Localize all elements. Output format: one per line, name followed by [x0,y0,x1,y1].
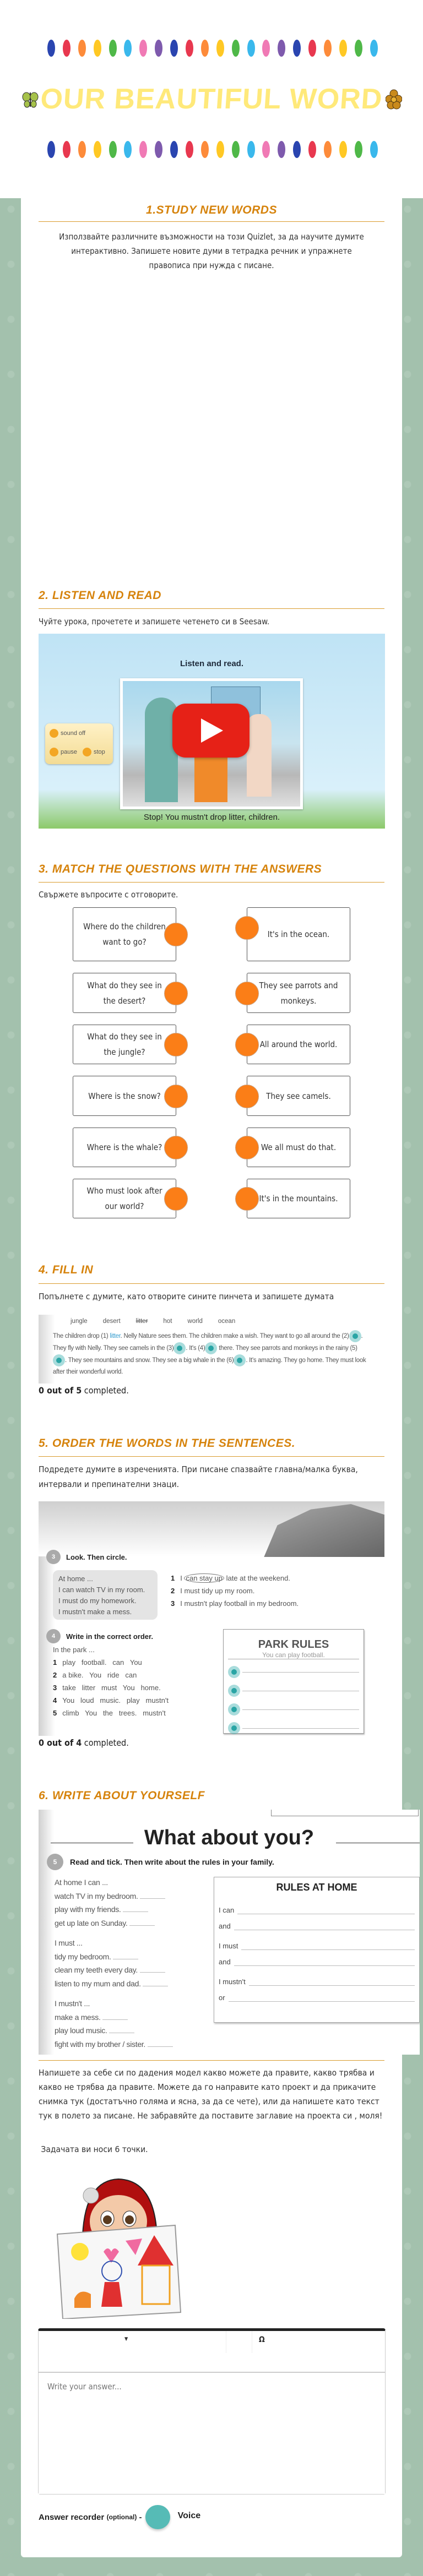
section-5-heading: 5. ORDER THE WORDS IN THE SENTENCES. [39,1437,296,1450]
speaker-icon [50,729,58,738]
divider [39,221,384,222]
flower-icon [386,88,402,110]
decorative-dot [324,40,332,57]
answer-connector-dot[interactable] [235,982,259,1005]
video-title: Listen and read. [180,659,244,668]
tick-group [55,1936,173,1990]
decorative-dot [216,40,224,57]
answer-text: All around the world. [259,1039,338,1049]
question-box [73,1025,176,1064]
recorder-optional: (optional) [106,2513,137,2521]
completion-status [39,1385,129,1396]
chevron-down-icon: ▼ [124,2337,128,2342]
answer-box [247,907,350,961]
decorative-dot [370,141,378,158]
decorative-dot [63,141,70,158]
section-1-heading: 1.STUDY NEW WORDS [146,204,277,216]
scrambled-sentence [53,1669,169,1681]
park-rule-answer-line [228,1700,359,1719]
play-button[interactable] [172,704,250,758]
rule-line-label: and [219,1958,231,1966]
fill-in-exercise [39,1315,384,1384]
sound-off-button[interactable] [50,729,85,738]
decorative-dot [124,40,132,57]
pause-button[interactable] [50,748,77,756]
decorative-dot [139,40,147,57]
decorative-dot [278,40,285,57]
word-bank-item: ocean [218,1318,236,1325]
tick-item [55,2024,173,2038]
decorative-dot [124,141,132,158]
answer-line [242,1709,359,1710]
rule-blank[interactable] [241,1949,415,1950]
completed-suffix: completed. [82,1385,129,1396]
rule-line-label: or [219,1994,225,2002]
question-connector-dot[interactable] [164,982,188,1005]
passage-text: there. They see parrots and monkeys in the rainy (5) [217,1345,357,1352]
decorative-dot [94,141,101,158]
circle-sentence [171,1597,299,1610]
rule-line [219,1894,415,1914]
decorative-dot [247,40,255,57]
decorative-dot [186,141,193,158]
answer-pin[interactable] [228,1666,240,1678]
scrambled-sentence [53,1656,169,1669]
answer-text: They see parrots and monkeys. [259,980,338,1006]
passage-text: . They fly with Nelly. They see camels in the (3) [53,1333,363,1352]
passage-text: . Nelly Nature sees them. The children make a wish. They want to go all around the (2) [120,1333,349,1340]
question-box [73,973,176,1013]
decorative-dot [262,141,270,158]
recorder-label: Answer recorder [39,2512,105,2522]
rule-blank[interactable] [249,1985,415,1986]
tick-item [55,1916,173,1930]
what-about-you-worksheet [39,1810,420,2055]
word-bank-item: desert [102,1318,121,1325]
item-number: 1 [53,1658,57,1666]
answer-pin-4[interactable] [205,1342,217,1354]
decorative-dot [308,141,316,158]
pause-label: pause [61,749,77,755]
decorative-dot [278,141,285,158]
answer-box [247,973,350,1013]
rule-line [219,1986,415,2002]
tick-blank[interactable] [140,1898,165,1899]
item-number: 3 [53,1684,57,1692]
stop-icon [83,748,91,756]
decorative-dot [186,40,193,57]
exercise-instruction: Read and tick. Then write about the rules in your family. [70,1858,274,1866]
decorative-dot [308,40,316,57]
section-6-text: Напишете за себе си по дадения модел какво можете да правите, какво трябва и какво не трябва да правите. Можете да го направите като проект и да прикачите снимка тук (достатъчно голяма и ясна, за да се чете), или да напишете като текст тук в полето за писане. Не забравяйте да поставите заглавие на проекта си , моля! [39,2068,383,2121]
question-box [73,907,176,961]
scrambled-words: You loud music. play mustn't [62,1696,169,1704]
tick-list [55,1876,173,2055]
item-number: 2 [53,1671,57,1679]
answer-connector-dot[interactable] [235,1187,259,1211]
rule-line-label: I can [219,1906,235,1914]
decorative-dot [109,141,117,158]
answer-line [242,1728,359,1729]
answer-text: It's in the mountains. [259,1194,338,1203]
rules-lines [214,1893,419,2003]
divider [39,882,384,883]
word-bank-item: jungle [70,1318,88,1325]
divider [39,1456,384,1457]
fill-in-passage [53,1330,367,1377]
exercise-intro: In the park ... [53,1646,95,1654]
tick-item [55,1963,173,1977]
question-text: Who must look after our world? [86,1186,162,1211]
rule-line [219,1914,415,1930]
decorative-dot [78,141,86,158]
word-order-list [53,1656,169,1719]
stop-button[interactable] [83,748,105,756]
header [0,0,423,198]
question-box [73,1076,176,1116]
park-rules-sign [223,1629,364,1734]
completed-count: 0 out of 5 [39,1385,82,1396]
pause-icon [50,748,58,756]
rules-title: RULES AT HOME [276,1882,357,1893]
section-5-text: Подредете думите в изреченията. При писане спазвайте главна/малка буква, интервали и препинателни знаци. [39,1464,358,1489]
passage-text: . They see mountains and snow. They see a big whale in the (6) [65,1357,234,1364]
video-caption: Stop! You mustn't drop litter, children. [143,813,280,822]
scrambled-sentence [53,1707,169,1719]
question-text: Where do the children want to go? [83,922,166,947]
item-number: 1 [171,1574,175,1582]
answer-pin-5[interactable] [53,1354,65,1366]
tick-group-heading: I must ... [55,1938,83,1947]
audio-controls [45,723,113,764]
item-number: 3 [171,1599,175,1608]
tick-item-text: tidy my bedroom. [55,1952,113,1961]
tick-item [55,1903,173,1916]
points-text: Задачата ви носи 6 точки. [39,2144,148,2154]
rules-at-home-box [214,1877,420,2023]
answer-textarea[interactable] [39,2374,385,2494]
exercise-title: Write in the correct order. [66,1632,153,1641]
decorative-dot [232,40,240,57]
park-rule-answer-line [228,1719,359,1736]
scrambled-words: take litter must You home. [62,1684,161,1692]
decorative-dot [201,40,209,57]
answer-pin-3[interactable] [173,1342,186,1354]
answer-connector-dot[interactable] [235,916,259,940]
tick-item [55,1950,173,1964]
scrambled-sentence [53,1694,169,1707]
girl-with-drawing-illustration [55,2175,182,2319]
decorative-dot [324,141,332,158]
dots-row-bottom [47,141,378,158]
answer-line [242,1672,359,1673]
word-bank-item: litter [135,1318,148,1325]
question-box [73,1128,176,1167]
decorative-dot [155,141,162,158]
tick-item-text: get up late on Sunday. [55,1918,130,1927]
answer-text: We all must do that. [261,1142,337,1152]
answer-pin-2[interactable] [349,1330,361,1342]
item-number: 4 [53,1696,57,1704]
decorative-dot [355,40,362,57]
divider [39,2060,384,2061]
sentence-text: I mustn't play football in my bedroom. [180,1599,299,1608]
decorative-dot [370,40,378,57]
passage-text: The children drop (1) [53,1333,109,1340]
passage-text: . It's (4) [186,1345,205,1352]
tick-item-text: clean my teeth every day. [55,1965,140,1974]
example-line: I can watch TV in my room. [58,1586,145,1594]
decorative-dot [109,40,117,57]
page-title: OUR BEAUTIFUL WORD [39,83,384,115]
question-text: What do they see in the desert? [87,980,162,1006]
example-box [53,1570,158,1620]
example-line: I mustn't make a mess. [58,1608,132,1616]
section-2-heading: 2. LISTEN AND READ [39,589,161,602]
decorative-dot [339,40,347,57]
answer-editor [38,2328,386,2495]
rule-blank[interactable] [234,1965,415,1966]
circle-sentence [171,1584,299,1597]
circle-sentences [171,1572,299,1610]
tick-item-text: make a mess. [55,2012,103,2022]
editor-toolbar [39,2331,385,2373]
passage-text: . It's amazing. They go home. They must look after their wonderful world. [53,1357,366,1375]
decorative-dot [139,141,147,158]
decorative-dot [232,141,240,158]
answer-pin[interactable] [228,1703,240,1715]
word-bank [70,1316,235,1327]
example-line: At home ... [58,1575,93,1583]
rule-line-label: I mustn't [219,1978,246,1986]
answer-box [247,1179,350,1218]
question-connector-dot[interactable] [164,1085,188,1108]
tick-blank[interactable] [102,2019,128,2020]
filled-answer: litter [110,1333,121,1340]
dots-row-top [47,40,378,57]
tick-blank[interactable] [148,2046,173,2047]
decorative-dot [63,40,70,57]
video-player[interactable] [39,634,385,829]
rule-line-label: I must [219,1942,238,1950]
rule-line [219,1930,415,1950]
answer-connector-dot[interactable] [235,1085,259,1108]
tick-item [55,2038,173,2051]
question-box [73,1179,176,1218]
answer-pin[interactable] [228,1722,240,1734]
quizlet-embed[interactable] [39,275,384,584]
scrambled-sentence [53,1681,169,1694]
completed-count: 0 out of 4 [39,1738,82,1748]
voice-label: Voice [177,2511,201,2520]
word-bank-item: hot [163,1318,172,1325]
worksheet-title: What about you? [144,1826,314,1849]
tick-group-heading: At home I can ... [55,1878,108,1887]
decorative-dot [293,141,301,158]
exercise-number-badge: 3 [46,1550,61,1564]
answer-connector-dot[interactable] [235,1033,259,1056]
order-words-exercise [39,1501,384,1736]
special-character-button[interactable]: Ω [259,2335,265,2344]
park-rule-answer-line [228,1663,359,1681]
section-3-text: Свържете въпросите с отговорите. [39,890,178,900]
tick-group-heading: I mustn't ... [55,1999,90,2008]
tick-item-text: play with my friends. [55,1905,123,1914]
park-rules-title: PARK RULES [258,1638,329,1651]
decorative-dot [247,141,255,158]
tick-item [55,1977,173,1991]
tick-item-text: fight with my brother / sister. [55,2039,148,2049]
sound-off-label: sound off [61,730,86,737]
rule-line [219,1950,415,1966]
tick-item-text: watch TV in my bedroom. [55,1891,140,1900]
circle-sentence [171,1572,299,1584]
sentence-text: I must tidy up my room. [180,1587,255,1595]
decorative-dot [262,40,270,57]
question-connector-dot[interactable] [164,1187,188,1211]
exercise-title: Look. Then circle. [66,1553,127,1561]
tick-group [55,1997,173,2051]
tick-item [55,1889,173,1903]
rule-line [219,1966,415,1986]
section-6-heading: 6. WRITE ABOUT YOURSELF [39,1789,205,1802]
item-number: 2 [171,1587,175,1595]
section-4-heading: 4. FILL IN [39,1264,94,1276]
divider [39,608,384,609]
scrambled-words: a bike. You ride can [62,1671,137,1679]
answer-pin-6[interactable] [234,1354,246,1366]
park-rules-example: You can play football. [228,1651,359,1659]
section-3-heading: 3. MATCH THE QUESTIONS WITH THE ANSWERS [39,863,322,875]
tick-blank[interactable] [123,1911,148,1912]
scrambled-words: play football. can You [62,1658,142,1666]
word-bank-item: world [187,1318,203,1325]
decorative-dot [293,40,301,57]
question-text: Where is the snow? [88,1091,161,1101]
section-4-text: Попълнете с думите, като отворите сините пинчета и запишете думата [39,1292,334,1301]
decorative-dot [47,40,55,57]
section-1-text: Използвайте различните възможности на този Quizlet, за да научите думите интерактивно. Запишете новите думи в тетрадка речник и упражнете правописа при нужда с писане. [59,232,364,270]
sentence-text: I [180,1574,185,1582]
record-voice-button[interactable] [145,2505,170,2529]
decorative-dot [201,141,209,158]
question-connector-dot[interactable] [164,923,188,946]
item-number: 5 [53,1709,57,1717]
tick-blank[interactable] [140,1972,165,1973]
decorative-dot [170,141,178,158]
tick-group [55,1876,173,1930]
park-rule-answer-line [228,1681,359,1700]
answer-recorder [39,2505,200,2529]
answer-box [247,1128,350,1167]
sentence-text: late at the weekend. [224,1574,290,1582]
question-text: What do they see in the jungle? [87,1032,162,1057]
divider [39,1283,384,1284]
example-line: I must do my homework. [58,1597,137,1605]
decorative-dot [78,40,86,57]
decorative-dot [47,141,55,158]
exercise-number-badge: 5 [47,1854,63,1870]
park-rules-answers [224,1659,364,1736]
tick-item-text: listen to my mum and dad. [55,1979,143,1988]
tick-blank[interactable] [129,1925,155,1926]
answer-box [247,1025,350,1064]
answer-text: It's in the ocean. [267,929,330,939]
rule-blank[interactable] [229,2001,415,2002]
scrambled-words: climb You the trees. mustn't [62,1709,166,1717]
answer-text: They see camels. [266,1091,331,1101]
recorder-dash: - [137,2512,144,2522]
completed-suffix: completed. [82,1738,129,1748]
format-dropdown[interactable] [39,2331,226,2353]
stop-label: stop [94,749,105,755]
circled-answer[interactable]: can stay up [184,1573,224,1583]
decorative-dot [155,40,162,57]
tick-item-text: play loud music. [55,2026,110,2035]
section-2-text: Чуйте урока, прочетете и запишете четенето си в Seesaw. [39,617,270,627]
question-connector-dot[interactable] [164,1136,188,1159]
decorative-dot [216,141,224,158]
exercise-number-badge: 4 [46,1629,61,1643]
tick-item [55,2011,173,2024]
answer-box [247,1076,350,1116]
decorative-dot [170,40,178,57]
completion-status [39,1738,129,1748]
decorative-dot [94,40,101,57]
play-icon [201,718,223,743]
question-text: Where is the whale? [86,1142,162,1152]
answer-connector-dot[interactable] [235,1136,259,1159]
decorative-dot [339,141,347,158]
decorative-dot [355,141,362,158]
answer-pin[interactable] [228,1685,240,1697]
rule-line-label: and [219,1922,231,1930]
question-connector-dot[interactable] [164,1033,188,1056]
